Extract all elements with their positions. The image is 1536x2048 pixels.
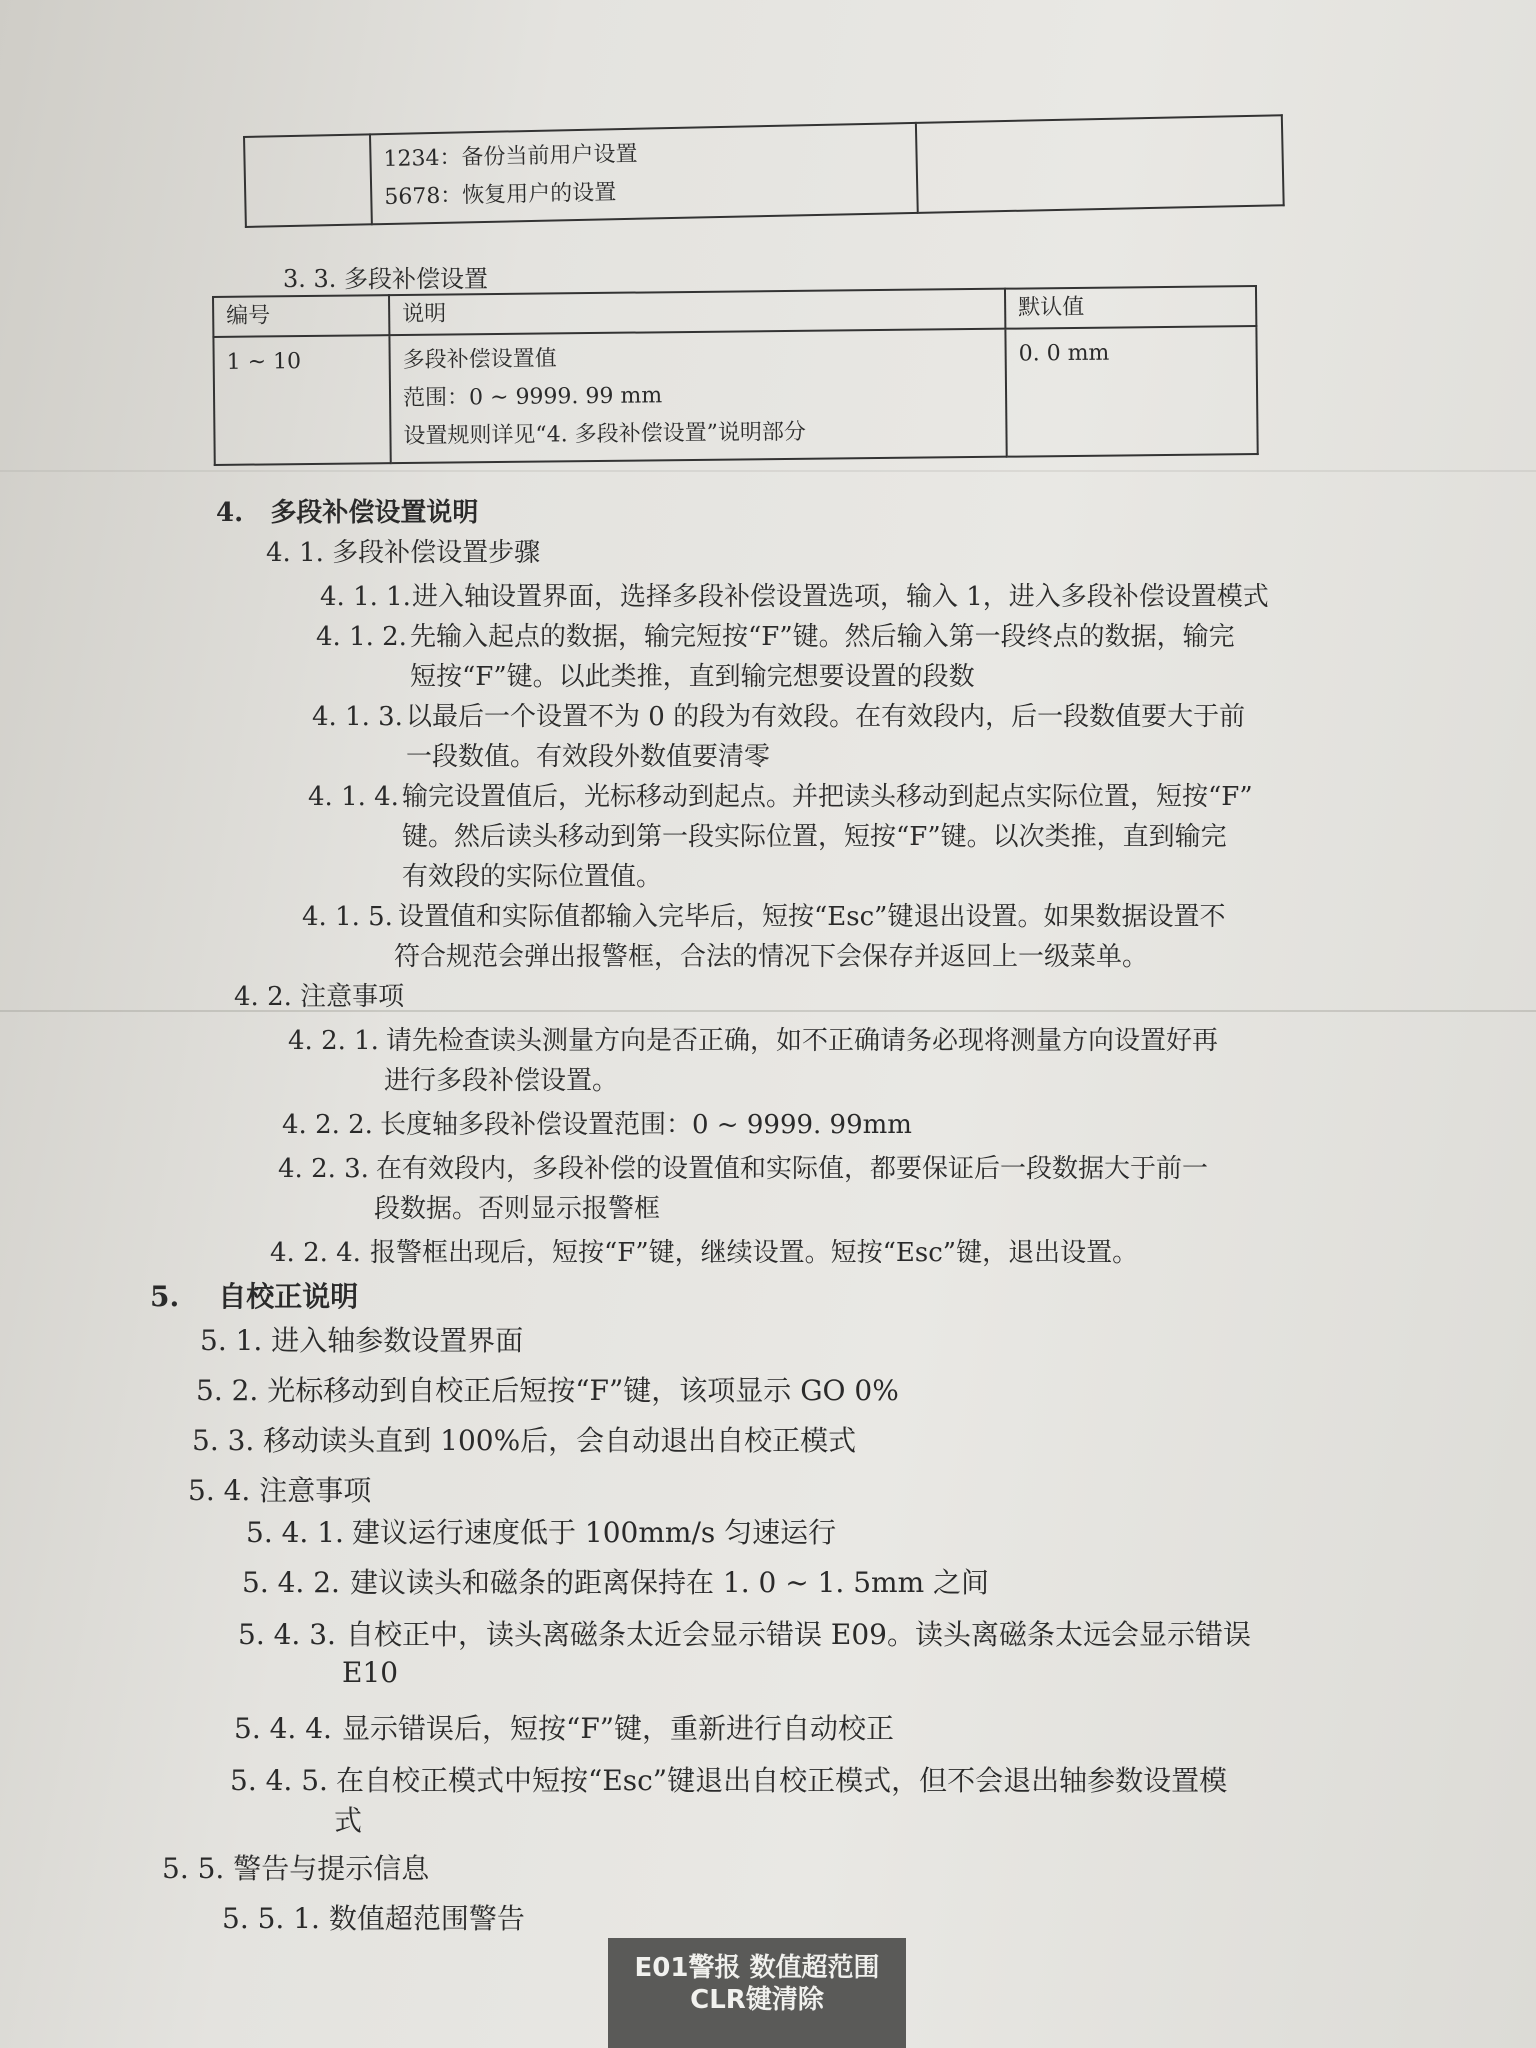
list-item-text: 建议读头和磁条的距离保持在 1. 0 ~ 1. 5mm 之间 (350, 1566, 990, 1599)
list-item-text: 进行多段补偿设置。 (384, 1066, 619, 1096)
lcd-warning-display (608, 1938, 906, 2048)
list-item-num: 4. 1. 2. (316, 622, 407, 652)
lcd-line: CLR键清除 (690, 1985, 824, 2015)
table-cell-line: 范围：0 ~ 9999. 99 mm (402, 383, 663, 412)
list-item-text: 长度轴多段补偿设置范围：0 ~ 9999. 99mm (380, 1110, 912, 1140)
list-item-num: 4. 2. 4. (270, 1238, 361, 1268)
section-title: 3. 3. 多段补偿设置 (283, 265, 489, 293)
section-number: 4. (216, 498, 244, 528)
subsection-title: 5. 4. 注意事项 (188, 1474, 372, 1507)
table-cell: 0. 0 mm (1005, 326, 1257, 457)
list-item-num: 4. 1. 3. (312, 702, 403, 732)
list-item-text: 在有效段内，多段补偿的设置值和实际值，都要保证后一段数据大于前一 (376, 1154, 1209, 1184)
table-cell: 1 ~ 10 (213, 335, 390, 465)
table-cell-line: 5678：恢复用户的设置 (384, 180, 617, 211)
list-item-text: 在自校正模式中短按“Esc”键退出自校正模式，但不会退出轴参数设置模 (336, 1764, 1228, 1797)
section-title: 自校正说明 (218, 1280, 359, 1313)
table-header-cell: 说明 (389, 289, 1005, 335)
table-cell-line: 多段补偿设置值 (402, 346, 557, 374)
step-item: 5. 3. 移动读头直到 100%后，会自动退出自校正模式 (192, 1424, 857, 1457)
list-item-num: 5. 4. 1. (246, 1516, 344, 1549)
list-item-text: 报警框出现后，短按“F”键，继续设置。短按“Esc”键，退出设置。 (370, 1238, 1139, 1268)
list-item-text: 以最后一个设置不为 0 的段为有效段。在有效段内，后一段数值要大于前 (406, 702, 1246, 732)
section-number: 5. (150, 1280, 180, 1313)
section-title: 多段补偿设置说明 (270, 498, 479, 528)
list-item-num: 5. 4. 4. (234, 1712, 332, 1745)
list-item-text: 设置值和实际值都输入完毕后，短按“Esc”键退出设置。如果数据设置不 (398, 902, 1226, 932)
list-item-num: 4. 1. 4. (308, 782, 399, 812)
subsection-title: 5. 5. 1. 数值超范围警告 (222, 1902, 525, 1935)
table-row (244, 115, 1284, 227)
table-user-settings (243, 114, 1285, 228)
table-header-cell: 默认值 (1005, 286, 1256, 329)
table-cell-line: 设置规则详见“4. 多段补偿设置”说明部分 (403, 419, 807, 450)
list-item-text: 自校正中，读头离磁条太近会显示错误 E09。读头离磁条太远会显示错误 (346, 1618, 1251, 1651)
list-item-num: 4. 1. 5. (302, 902, 393, 932)
table-cell (244, 134, 372, 227)
list-item-text: E10 (342, 1656, 399, 1689)
list-item-text: 进入轴设置界面，选择多段补偿设置选项，输入 1，进入多段补偿设置模式 (412, 582, 1269, 612)
list-item-text: 建议运行速度低于 100mm/s 匀速运行 (352, 1516, 837, 1549)
table-row (213, 326, 1257, 465)
paper-crease (0, 470, 1536, 472)
list-item-num: 5. 4. 3. (238, 1618, 336, 1651)
list-item-num: 4. 1. 1. (320, 582, 411, 612)
list-item-text: 键。然后读头移动到第一段实际位置，短按“F”键。以次类推，直到输完 (402, 822, 1227, 852)
table-multi-segment-comp (212, 285, 1259, 466)
table-header-cell: 编号 (213, 295, 389, 337)
subsection-title: 4. 1. 多段补偿设置步骤 (266, 538, 541, 568)
list-item-text: 请先检查读头测量方向是否正确，如不正确请务必现将测量方向设置好再 (386, 1026, 1219, 1056)
list-item-num: 5. 4. 5. (230, 1764, 328, 1797)
list-item-num: 4. 2. 2. (282, 1110, 373, 1140)
step-item: 5. 1. 进入轴参数设置界面 (200, 1324, 524, 1357)
list-item-text: 段数据。否则显示报警框 (374, 1194, 661, 1224)
list-item-num: 4. 2. 1. (288, 1026, 379, 1056)
list-item-text: 有效段的实际位置值。 (402, 862, 663, 892)
list-item-text: 输完设置值后，光标移动到起点。并把读头移动到起点实际位置，短按“F” (402, 782, 1253, 812)
list-item-text: 先输入起点的数据，输完短按“F”键。然后输入第一段终点的数据，输完 (410, 622, 1235, 652)
list-item-text: 显示错误后，短按“F”键，重新进行自动校正 (342, 1712, 895, 1745)
list-item-text: 一段数值。有效段外数值要清零 (406, 742, 771, 772)
table-cell (916, 115, 1284, 213)
list-item-text: 符合规范会弹出报警框，合法的情况下会保存并返回上一级菜单。 (394, 942, 1149, 972)
subsection-title: 5. 5. 警告与提示信息 (162, 1852, 430, 1885)
table-cell (389, 329, 1006, 463)
step-item: 5. 2. 光标移动到自校正后短按“F”键，该项显示 GO 0% (196, 1374, 899, 1407)
section-4-heading (216, 496, 478, 530)
list-item-num: 4. 2. 3. (278, 1154, 369, 1184)
section-5-heading (150, 1280, 358, 1314)
list-item-text: 式 (334, 1804, 363, 1837)
table-cell-line: 1234：备份当前用户设置 (383, 141, 638, 173)
subsection-title: 4. 2. 注意事项 (234, 982, 405, 1012)
list-item-num: 5. 4. 2. (242, 1566, 340, 1599)
list-item-text: 短按“F”键。以此类推，直到输完想要设置的段数 (410, 662, 975, 692)
table-cell (370, 123, 918, 224)
lcd-line: E01警报 数值超范围 (634, 1953, 880, 1983)
paper-crease (0, 1010, 1536, 1012)
